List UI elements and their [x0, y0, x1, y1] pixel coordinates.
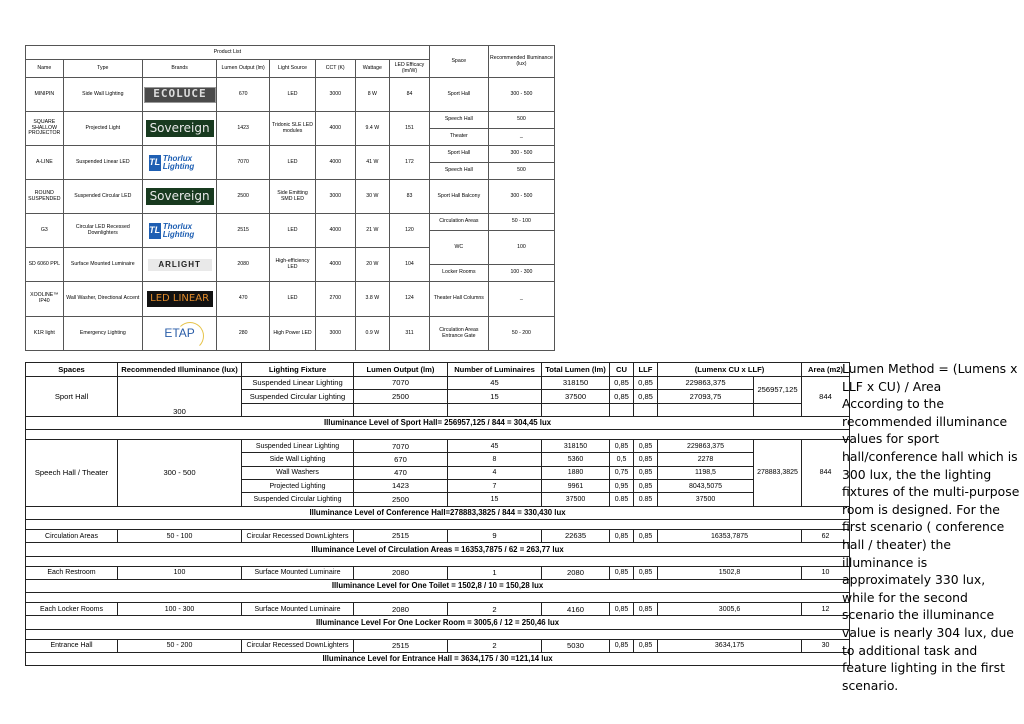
empty-cell [242, 403, 354, 416]
recommended-cell: _ [488, 129, 554, 146]
total-cell: 4160 [542, 603, 610, 616]
product-efficacy: 311 [390, 317, 430, 351]
product-lumen: 2515 [217, 214, 270, 248]
llf-cell: 0,85 [634, 603, 658, 616]
brand-logo-thorlux: TL Thorlux Lighting [142, 146, 216, 180]
product-wattage: 30 W [355, 180, 390, 214]
number-cell: 45 [448, 440, 542, 453]
number-cell: 9 [448, 529, 542, 542]
total-cell: 318150 [542, 377, 610, 390]
product-name: ROUND SUSPENDED [26, 180, 64, 214]
product-type: Suspended Circular LED [63, 180, 142, 214]
product-source: Side Emitting SMD LED [270, 180, 316, 214]
space-cell: Circulation Areas Entrance Gate [429, 317, 488, 351]
space-cell: Circulation Areas [429, 214, 488, 231]
cu-cell: 0,85 [610, 440, 634, 453]
llf-cell: 0,85 [634, 390, 658, 403]
product-efficacy: 120 [390, 214, 430, 248]
number-header: Number of Luminaires [448, 363, 542, 377]
recommended-cell: 300 - 500 [488, 78, 554, 112]
lumen-cell: 7070 [354, 440, 448, 453]
product-cct: 4000 [315, 146, 355, 180]
product-cell: 229863,375 [658, 440, 754, 453]
area-cell: 62 [802, 529, 850, 542]
total-cell: 5030 [542, 639, 610, 652]
cu-cell: 0,75 [610, 466, 634, 479]
space-cell: Locker Rooms [429, 265, 488, 282]
fixture-cell: Surface Mounted Luminaire [242, 566, 354, 579]
product-efficacy: 124 [390, 282, 430, 317]
llf-cell: 0,85 [634, 440, 658, 453]
wattage-header: Wattage [355, 60, 390, 78]
product-source: High Power LED [270, 317, 316, 351]
recommended-header: Recommended Illuminance (lux) [488, 46, 554, 78]
product-lumen: 2500 [217, 180, 270, 214]
product-cct: 4000 [315, 248, 355, 282]
space-cell: Theater [429, 129, 488, 146]
area-cell: 844 [802, 377, 850, 417]
llf-cell: 0,85 [634, 529, 658, 542]
cct-header: CCT (K) [315, 60, 355, 78]
lumen-method-formula: Lumen Method = (Lumens x LLF x CU) / Area [842, 361, 1018, 394]
llf-cell: 0,85 [634, 466, 658, 479]
summary-restroom: Illuminance Level for One Toilet = 1502,8 / 10 = 150,28 lux [26, 579, 850, 592]
product-cct: 4000 [315, 214, 355, 248]
total-cell: 2080 [542, 566, 610, 579]
product-cell: 3634,175 [658, 639, 802, 652]
lumen-cell: 7070 [354, 377, 448, 390]
empty-cell [610, 403, 634, 416]
number-cell: 2 [448, 603, 542, 616]
product-cct: 4000 [315, 112, 355, 146]
recommended-cell: _ [488, 282, 554, 317]
llf-cell: 0,85 [634, 453, 658, 466]
total-cell: 1880 [542, 466, 610, 479]
summary-conference-hall: Illuminance Level of Conference Hall=278883,3825 / 844 = 330,430 lux [26, 506, 850, 519]
product-total: 256957,125 [754, 377, 802, 404]
product-type: Circular LED Recessed Downlighters [63, 214, 142, 248]
fixture-cell: Suspended Circular Lighting [242, 390, 354, 403]
total-cell: 22635 [542, 529, 610, 542]
summary-sport-hall: Illuminance Level of Sport Hall= 256957,125 / 844 = 304,45 lux [26, 416, 850, 429]
total-cell: 9961 [542, 480, 610, 493]
number-cell: 4 [448, 466, 542, 479]
fixture-cell: Circular Recessed DownLighters [242, 639, 354, 652]
lumen-cell: 2515 [354, 639, 448, 652]
number-cell: 8 [448, 453, 542, 466]
total-cell: 318150 [542, 440, 610, 453]
lumen-header: Lumen Output (lm) [354, 363, 448, 377]
product-total: 278883,3825 [754, 440, 802, 506]
lumen-header: Lumen Output (lm) [217, 60, 270, 78]
fixture-cell: Side Wall Lighting [242, 453, 354, 466]
product-efficacy: 104 [390, 248, 430, 282]
brands-header: Brands [142, 60, 216, 78]
product-name: SQUARE SHALLOW PROJECTOR [26, 112, 64, 146]
space-header: Space [429, 46, 488, 78]
recommended-cell: 100 - 300 [488, 265, 554, 282]
cu-cell: 0,85 [610, 603, 634, 616]
product-cell: 8043,5075 [658, 480, 754, 493]
lumen-cell: 670 [354, 453, 448, 466]
number-cell: 15 [448, 493, 542, 506]
fixture-cell: Wall Washers [242, 466, 354, 479]
fixture-cell: Suspended Linear Lighting [242, 377, 354, 390]
lumen-cell: 2080 [354, 603, 448, 616]
product-name: K1R light [26, 317, 64, 351]
fixture-cell: Circular Recessed DownLighters [242, 529, 354, 542]
number-cell: 2 [448, 639, 542, 652]
number-cell: 45 [448, 377, 542, 390]
space-circulation: Circulation Areas [26, 529, 118, 542]
product-type: Emergency Lighting [63, 317, 142, 351]
empty-cell [448, 403, 542, 416]
product-list-title: Product List [26, 46, 430, 60]
product-source: LED [270, 282, 316, 317]
product-source: LED [270, 146, 316, 180]
illuminance-calc-table [25, 362, 850, 666]
fixture-cell: Suspended Linear Lighting [242, 440, 354, 453]
efficacy-header: LED Efficacy (lm/W) [390, 60, 430, 78]
product-wattage: 9.4 W [355, 112, 390, 146]
cu-cell: 0.85 [610, 493, 634, 506]
product-efficacy: 172 [390, 146, 430, 180]
brand-logo-etap: ETAP [142, 317, 216, 351]
llf-cell: 0.85 [634, 493, 658, 506]
product-source: LED [270, 78, 316, 112]
source-header: Light Source [270, 60, 316, 78]
product-lumen: 470 [217, 282, 270, 317]
spacer-row [26, 519, 850, 529]
space-cell: Theater Hall Columns [429, 282, 488, 317]
product-source: LED [270, 214, 316, 248]
product-cct: 2700 [315, 282, 355, 317]
product-efficacy: 83 [390, 180, 430, 214]
product-wattage: 41 W [355, 146, 390, 180]
recommended-value: 50 - 200 [118, 639, 242, 652]
recommended-cell: 500 [488, 163, 554, 180]
llf-cell: 0,85 [634, 480, 658, 493]
product-cell: 1502,8 [658, 566, 802, 579]
product-name: SD 6060 PPL [26, 248, 64, 282]
space-locker-rooms: Each Locker Rooms [26, 603, 118, 616]
area-header: Area (m2) [802, 363, 850, 377]
product-cct: 3000 [315, 78, 355, 112]
product-cell: 3005,6 [658, 603, 802, 616]
recommended-header: Recommended Illuminance (lux) [118, 363, 242, 377]
summary-entrance-hall: Illuminance Level for Entrance Hall = 3634,175 / 30 =121,14 lux [26, 653, 850, 666]
recommended-cell: 100 [488, 231, 554, 265]
summary-circulation: Illuminance Level of Circulation Areas = 16353,7875 / 62 = 263,77 lux [26, 543, 850, 556]
product-type: Side Wall Lighting [63, 78, 142, 112]
product-cell: 37500 [658, 493, 754, 506]
brand-logo-ecoluce: ECOLUCE [142, 78, 216, 112]
cu-cell: 0,85 [610, 639, 634, 652]
recommended-cell: 50 - 100 [488, 214, 554, 231]
number-cell: 1 [448, 566, 542, 579]
recommended-value: 50 - 100 [118, 529, 242, 542]
product-efficacy: 151 [390, 112, 430, 146]
total-cell: 37500 [542, 493, 610, 506]
brand-logo-arlight: ARLIGHT [142, 248, 216, 282]
product-list-table [25, 45, 555, 351]
space-cell: WC [429, 231, 488, 265]
fixture-cell: Projected Lighting [242, 480, 354, 493]
area-cell: 844 [802, 440, 850, 506]
total-cell: 37500 [542, 390, 610, 403]
llf-header: LLF [634, 363, 658, 377]
lumen-cell: 2080 [354, 566, 448, 579]
product-cell: 229863,375 [658, 377, 754, 390]
product-wattage: 20 W [355, 248, 390, 282]
product-source: High-efficiency LED [270, 248, 316, 282]
recommended-cell: 300 - 500 [488, 146, 554, 163]
cu-cell: 0,85 [610, 390, 634, 403]
product-name: A-LINE [26, 146, 64, 180]
product-lumen: 280 [217, 317, 270, 351]
product-wattage: 3.8 W [355, 282, 390, 317]
product-cell: 2278 [658, 453, 754, 466]
product-cell: 16353,7875 [658, 529, 802, 542]
llf-cell: 0,85 [634, 566, 658, 579]
fixture-cell: Surface Mounted Luminaire [242, 603, 354, 616]
total-header: Total Lumen (lm) [542, 363, 610, 377]
type-header: Type [63, 60, 142, 78]
product-lumen: 2080 [217, 248, 270, 282]
spacer-row [26, 593, 850, 603]
product-source: Tridonic SLE LED modules [270, 112, 316, 146]
spaces-header: Spaces [26, 363, 118, 377]
product-type: Surface Mounted Luminaire [63, 248, 142, 282]
product-cell: 1198,5 [658, 466, 754, 479]
space-restroom: Each Restroom [26, 566, 118, 579]
space-speech-hall: Speech Hall / Theater [26, 440, 118, 506]
recommended-value: 300 - 500 [118, 440, 242, 506]
empty-cell [634, 403, 658, 416]
product-header: (Lumenx CU x LLF) [658, 363, 802, 377]
lumen-cell: 2500 [354, 390, 448, 403]
brand-logo-thorlux: TL Thorlux Lighting [142, 214, 216, 248]
number-cell: 15 [448, 390, 542, 403]
spacer-row [26, 556, 850, 566]
product-cct: 3000 [315, 180, 355, 214]
recommended-cell: 500 [488, 112, 554, 129]
space-cell: Speech Hall [429, 163, 488, 180]
fixture-header: Lighting Fixture [242, 363, 354, 377]
space-sport-hall: Sport Hall [26, 377, 118, 417]
recommended-cell: 50 - 200 [488, 317, 554, 351]
recommended-value: 100 - 300 [118, 603, 242, 616]
product-lumen: 7070 [217, 146, 270, 180]
recommended-cell: 300 - 500 [488, 180, 554, 214]
cu-header: CU [610, 363, 634, 377]
cu-cell: 0,85 [610, 566, 634, 579]
space-cell: Speech Hall [429, 112, 488, 129]
empty-cell [542, 403, 610, 416]
recommended-value: 300 [118, 377, 242, 417]
brand-logo-sovereign: Sovereign [142, 112, 216, 146]
brand-logo-sovereign: Sovereign [142, 180, 216, 214]
product-type: Wall Washer, Directional Accent [63, 282, 142, 317]
summary-locker-room: Illuminance Level For One Locker Room = 3005,6 / 12 = 250,46 lux [26, 616, 850, 629]
llf-cell: 0,85 [634, 377, 658, 390]
product-name: XOOLINE™ IP40 [26, 282, 64, 317]
area-cell: 30 [802, 639, 850, 652]
brand-logo-ledlinear: LED LINEAR [142, 282, 216, 317]
cu-cell: 0,95 [610, 480, 634, 493]
product-wattage: 21 W [355, 214, 390, 248]
area-cell: 10 [802, 566, 850, 579]
lumen-cell: 2500 [354, 493, 448, 506]
empty-cell [354, 403, 448, 416]
total-cell: 5360 [542, 453, 610, 466]
space-entrance-hall: Entrance Hall [26, 639, 118, 652]
empty-cell [754, 403, 802, 416]
product-name: G3 [26, 214, 64, 248]
product-cell: 27093,75 [658, 390, 754, 403]
lumen-cell: 1423 [354, 480, 448, 493]
empty-cell [658, 403, 754, 416]
cu-cell: 0,85 [610, 529, 634, 542]
product-cct: 3000 [315, 317, 355, 351]
space-cell: Sport Hall [429, 78, 488, 112]
product-efficacy: 84 [390, 78, 430, 112]
llf-cell: 0,85 [634, 639, 658, 652]
product-wattage: 8 W [355, 78, 390, 112]
product-lumen: 670 [217, 78, 270, 112]
space-cell: Sport Hall [429, 146, 488, 163]
product-type: Projected Light [63, 112, 142, 146]
area-cell: 12 [802, 603, 850, 616]
fixture-cell: Suspended Circular Lighting [242, 493, 354, 506]
number-cell: 7 [448, 480, 542, 493]
recommended-value: 100 [118, 566, 242, 579]
name-header: Name [26, 60, 64, 78]
spacer-row [26, 430, 850, 440]
lumen-cell: 2515 [354, 529, 448, 542]
product-type: Suspended Linear LED [63, 146, 142, 180]
product-lumen: 1423 [217, 112, 270, 146]
product-wattage: 0.9 W [355, 317, 390, 351]
lumen-cell: 470 [354, 466, 448, 479]
side-notes [842, 360, 1020, 694]
space-cell: Sport Hall Balcony [429, 180, 488, 214]
cu-cell: 0,85 [610, 377, 634, 390]
spacer-row [26, 629, 850, 639]
cu-cell: 0,5 [610, 453, 634, 466]
explanation-paragraph: According to the recommended illuminance values for sport hall/conference hall which is 300 lux, the the lighting fixtures of the multi-purpose room is designed. For the first scenario ( conference hall / theater) the illuminance is approximately 330 lux, while for the second scenario the illuminance value is nearly 304 lux, due to additional task and feature lighting in the first scenario. [842, 396, 1020, 693]
product-name: MINIPIN [26, 78, 64, 112]
